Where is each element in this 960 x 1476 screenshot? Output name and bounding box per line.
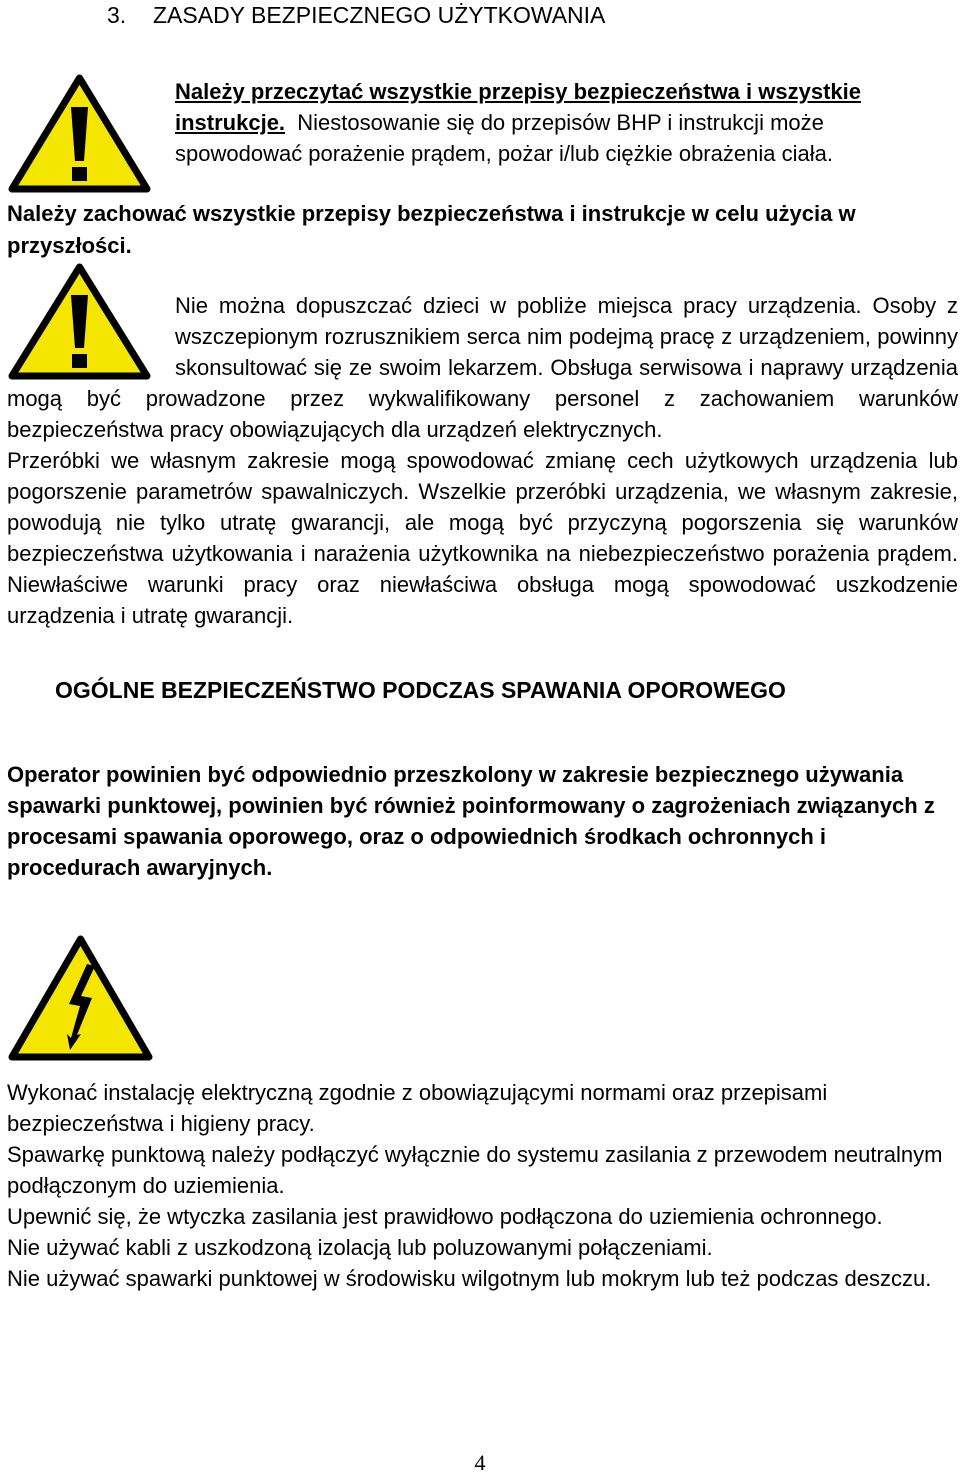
electrical-line: Upewnić się, że wtyczka zasilania jest prawidłowo podłączona do uziemienia ochronnego. [7, 1204, 883, 1229]
electrical-line: Wykonać instalację elektryczną zgodnie z obowiązującymi normami oraz przepisami bezpieczeństwa i higieny pracy. [7, 1080, 828, 1136]
electrical-line: Nie używać kabli z uszkodzoną izolacją lub poluzowanymi połączeniami. [7, 1235, 713, 1260]
operator-paragraph: Operator powinien być odpowiednio przeszkolony w zakresie bezpiecznego używania spawarki punktowej, powinien być również poinformowany o zagrożeniach związanych z procesami spawania oporowego, oraz o odpowiednich środkach ochronnych i procedurach awaryjnych. [7, 762, 935, 880]
children-paragraph: Nie można dopuszczać dzieci w pobliże miejsca pracy urządzenia. Osoby z wszczepionym rozrusznikiem serca nim podejmą pracę z urządzeniem, powinny skonsultować się ze swoim lekarzem. Obsługa serwisowa i naprawy urządzenia mogą być prowadzone przez wykwalifikowany personel z zachowaniem warunków bezpieczeństwa pracy obowiązujących dla urządzeń elektrycznych. [7, 293, 958, 442]
section-title-text: ZASADY BEZPIECZNEGO UŻYTKOWANIA [153, 2, 606, 28]
safety-text-block [7, 290, 958, 631]
electrical-instructions [7, 1077, 952, 1294]
high-voltage-icon [7, 934, 154, 1062]
keep-instructions-note: Należy zachować wszystkie przepisy bezpieczeństwa i instrukcje w celu użycia w przyszłości. [7, 201, 856, 258]
electrical-line: Spawarkę punktową należy podłączyć wyłącznie do systemu zasilania z przewodem neutralnym podłączonym do uziemienia. [7, 1142, 943, 1198]
electrical-line: Nie używać spawarki punktowej w środowisku wilgotnym lub mokrym lub też podczas deszczu. [7, 1266, 932, 1291]
warning-bold-text: Należy przeczytać wszystkie przepisy bezpieczeństwa i wszystkie instrukcje. [175, 79, 861, 135]
section-title [107, 2, 605, 29]
warning-paragraph [175, 76, 955, 169]
subheading: OGÓLNE BEZPIECZEŃSTWO PODCZAS SPAWANIA OPOROWEGO [55, 677, 786, 703]
section-number: 3. [107, 2, 127, 28]
warning-exclamation-icon [7, 73, 152, 194]
page-number: 4 [474, 1450, 486, 1475]
warning-rest-text: Niestosowanie się do przepisów BHP i instrukcji może spowodować porażenie prądem, pożar i/lub ciężkie obrażenia ciała. [175, 110, 833, 166]
modifications-paragraph: Przeróbki we własnym zakresie mogą spowodować zmianę cech użytkowych urządzenia lub pogorszenie parametrów spawalniczych. Wszelkie przeróbki urządzenia, we własnym zakresie, powodują nie tylko utratę gwarancji, ale mogą być przyczyną pogorszenia się warunków bezpieczeństwa użytkowania i narażenia użytkownika na niebezpieczeństwo porażenia prądem. Niewłaściwe warunki pracy oraz niewłaściwa obsługa mogą spowodować uszkodzenie urządzenia i utratę gwarancji. [7, 448, 958, 628]
